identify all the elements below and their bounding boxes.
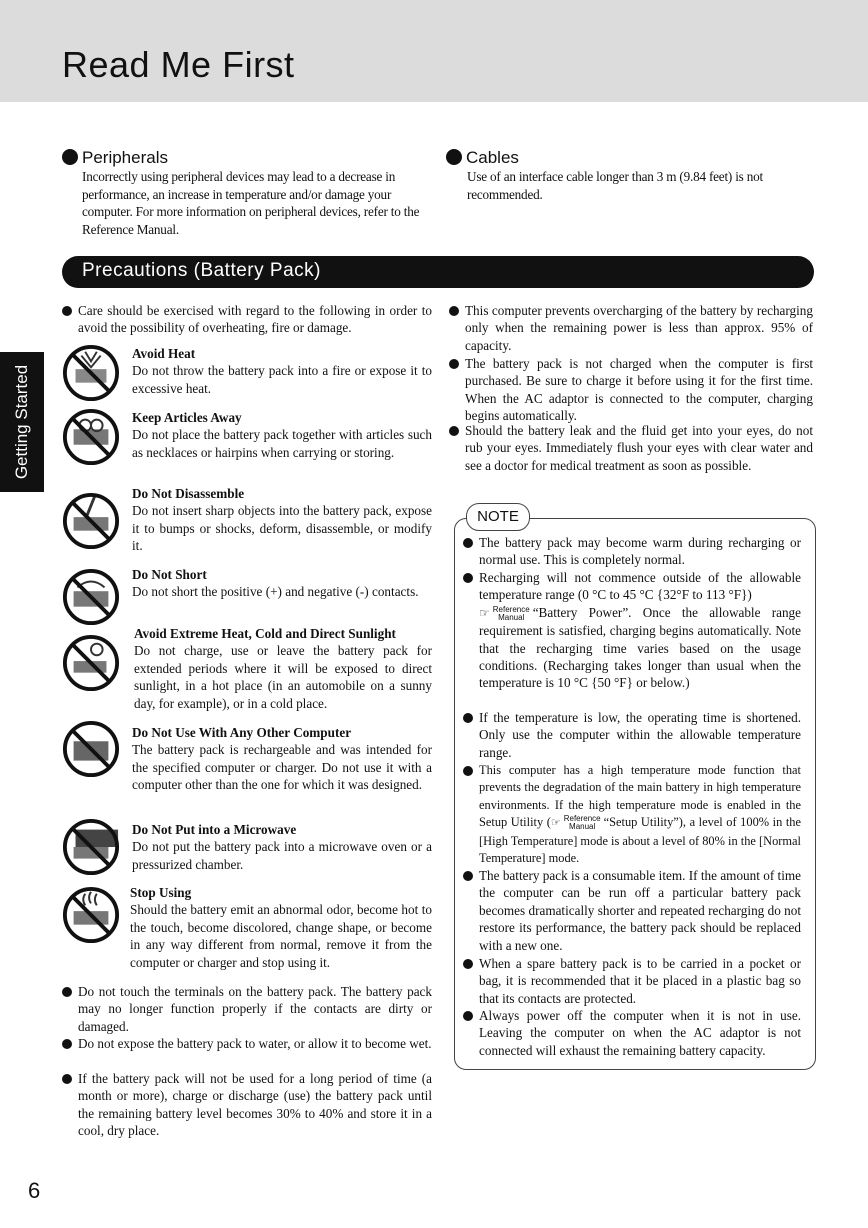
note-item: Recharging will not commence outside of the allowable temperature range (0 °C to 45 °C {32°F to 113 °F}) ☞ Reference Manual “Battery Power”. Once the allowable range requirement is satisfied, charging begins automatically. Note that the recharging time varies based on the usage conditions. (Recharging takes longer than usual when the temperature is 10 °C {50 °F} or below.) (479, 570, 801, 691)
warning-title: Do Not Put into a Microwave (132, 822, 297, 837)
reference-manual-icon: Reference Manual (563, 814, 601, 832)
no-metal-articles-icon (62, 408, 120, 466)
warning-title: Keep Articles Away (132, 410, 242, 425)
note-item: Always power off the computer when it is not in use. Leaving the computer on when the AC adaptor is not connected will exhaust the remaining battery capacity. (479, 1008, 801, 1058)
list-item: The battery pack is not charged when the computer is first purchased. Be sure to charge it before using it for the first time. When the AC adaptor is connected to the computer, charging begins automatically. (465, 356, 813, 424)
page-number: 6 (28, 1178, 41, 1203)
note-item: If the temperature is low, the operating time is shortened. Only use the computer within the allowable temperature range. (479, 710, 801, 760)
side-tab-label: Getting Started (12, 364, 31, 480)
cables-heading: Cables (446, 148, 519, 168)
note-label: NOTE (466, 503, 530, 531)
reference-manual-icon: Reference Manual (492, 604, 530, 622)
see-reference-icon: ☞ (479, 605, 490, 620)
stop-using-icon (62, 886, 120, 944)
warning-text: Do not place the battery pack together with articles such as necklaces or hairpins when carrying or storing. (132, 427, 432, 460)
bullet-dot-icon (62, 149, 78, 165)
no-sunlight-icon (62, 634, 120, 692)
list-item: Do not touch the terminals on the battery pack. The battery pack may no longer function properly if the contacts are dirty or damaged. (78, 984, 432, 1034)
no-other-computer-icon (62, 720, 120, 778)
list-item: If the battery pack will not be used for a long period of time (a month or more), charge or discharge (use) the battery pack until the remaining battery level becomes 30% to 40% and store it in a cool, dry place. (78, 1071, 432, 1139)
warning-title: Do Not Use With Any Other Computer (132, 725, 352, 740)
section-side-tab (0, 352, 44, 492)
cables-text: Use of an interface cable longer than 3 m (9.84 feet) is not recommended. (467, 169, 763, 202)
warning-text: The battery pack is rechargeable and was intended for the specified computer or charger. Do not use it with a computer other than the one for which it was designed. (132, 742, 432, 793)
warning-text: Do not put the battery pack into a microwave oven or a pressurized chamber. (132, 839, 432, 872)
note-item: When a spare battery pack is to be carried in a pocket or bag, it is recommended that it be placed in a plastic bag so that its contacts are protected. (479, 956, 801, 1006)
see-reference-icon: ☞ (550, 817, 561, 830)
warning-title: Avoid Extreme Heat, Cold and Direct Sunlight (134, 626, 396, 641)
peripherals-text: Incorrectly using peripheral devices may lead to a decrease in performance, an increase in temperature and/or damage your computer. For more information on peripheral devices, refer to the Reference Manual. (82, 169, 420, 237)
no-disassemble-icon (62, 492, 120, 550)
warning-text: Do not throw the battery pack into a fire or expose it to excessive heat. (132, 363, 432, 396)
note-item: The battery pack is a consumable item. If the amount of time the computer can be run off a particular battery pack becomes dramatically shorter and repeated recharging do not restore its performance, the battery pack should be replaced with a new one. (479, 868, 801, 953)
warning-title: Stop Using (130, 885, 192, 900)
page-title: Read Me First (62, 44, 295, 85)
no-microwave-icon (62, 818, 120, 876)
warning-title: Do Not Disassemble (132, 486, 245, 501)
peripherals-heading: Peripherals (62, 148, 168, 168)
note-item: The battery pack may become warm during recharging or normal use. This is completely normal. (479, 535, 801, 568)
page-header (0, 0, 868, 102)
warning-title: Do Not Short (132, 567, 207, 582)
warning-text: Do not short the positive (+) and negative (-) contacts. (132, 584, 419, 599)
list-item: This computer prevents overcharging of the battery by recharging only when the remaining power is less than approx. 95% of capacity. (465, 303, 813, 353)
intro-bullet: Care should be exercised with regard to the following in order to avoid the possibility of overheating, fire or damage. (78, 303, 432, 336)
warning-text: Do not insert sharp objects into the battery pack, expose it to bumps or shocks, deform, disassemble, or modify it. (132, 503, 432, 554)
no-fire-icon (62, 344, 120, 402)
warning-text: Should the battery emit an abnormal odor, become hot to the touch, become discolored, change shape, or become in any way different from normal, remove it from the computer or charger and stop using it. (130, 902, 432, 970)
note-item: This computer has a high temperature mode function that prevents the degradation of the main battery in high temperature environments. If the high temperature mode is enabled in the Setup Utility (☞ Reference Manual “Setup Utility”), a level of 100% in the [High Temperature] mode is about a level of 80% in the [Normal Temperature] mode. (479, 762, 801, 867)
section-banner (62, 256, 814, 288)
no-short-circuit-icon (62, 568, 120, 626)
banner-title: Precautions (Battery Pack) (82, 260, 321, 281)
list-item: Should the battery leak and the fluid get into your eyes, do not rub your eyes. Immediately flush your eyes with clear water and see a doctor for medical treatment as soon as possible. (465, 423, 813, 473)
warning-title: Avoid Heat (132, 346, 196, 361)
list-item: Do not expose the battery pack to water, or allow it to become wet. (78, 1036, 432, 1051)
bullet-dot-icon (446, 149, 462, 165)
warning-text: Do not charge, use or leave the battery pack for extended periods where it will be exposed to direct sunlight, in a hot place (in an automobile on a sunny day, for example), or in a cold place. (134, 643, 432, 711)
